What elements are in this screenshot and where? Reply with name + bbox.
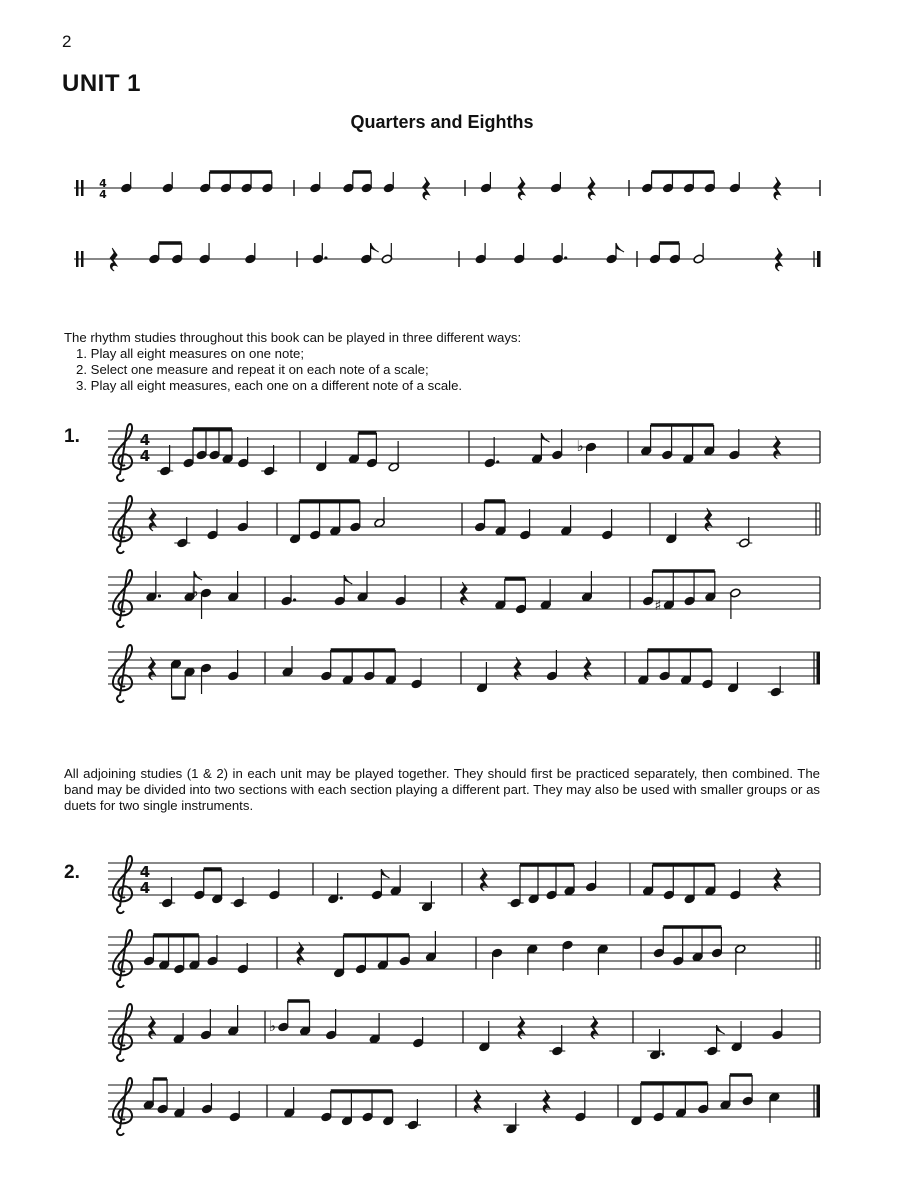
eighth-flag — [371, 243, 379, 252]
eighth-flag — [194, 571, 202, 580]
intro-item: 3. Play all eight measures, each one on a different note of a scale. — [76, 378, 463, 393]
eighth-flag — [381, 869, 389, 878]
final-barline — [817, 1085, 821, 1117]
intro-item: 1. Play all eight measures on one note; — [76, 346, 304, 361]
exercise-number-1: 1. — [64, 426, 80, 447]
eighth-flag — [717, 1025, 725, 1034]
unit-title: UNIT 1 — [62, 70, 142, 97]
treble-clef — [113, 1004, 132, 1061]
final-barline — [817, 652, 821, 684]
flat-accidental: ♭ — [268, 1017, 276, 1035]
percussion-clef — [81, 180, 84, 196]
percussion-clef — [81, 251, 84, 267]
augmentation-dot — [340, 896, 343, 899]
treble-clef — [113, 424, 132, 481]
treble-clef — [113, 570, 132, 627]
final-barline — [817, 251, 821, 267]
eighth-flag — [344, 575, 352, 584]
intro-item: 2. Select one measure and repeat it on each note of a scale; — [76, 362, 429, 377]
treble-clef — [113, 856, 132, 913]
augmentation-dot — [496, 460, 499, 463]
percussion-clef — [76, 251, 79, 267]
percussion-clef — [76, 180, 79, 196]
page-number: 2 — [62, 32, 72, 51]
augmentation-dot — [564, 256, 567, 259]
augmentation-dot — [662, 1052, 665, 1055]
time-signature-bottom: 4 — [139, 879, 151, 897]
time-signature-bottom: 4 — [139, 447, 151, 465]
treble-clef — [113, 645, 132, 702]
time-signature-top: 4 — [99, 177, 107, 190]
treble-clef — [113, 1078, 132, 1135]
sharp-accidental: ♯ — [654, 598, 662, 614]
eighth-flag — [541, 433, 549, 442]
augmentation-dot — [293, 598, 296, 601]
time-signature-top: 4 — [139, 431, 151, 449]
exercise-number-2: 2. — [64, 862, 80, 883]
flat-accidental: ♭ — [576, 437, 584, 455]
treble-clef — [113, 496, 132, 553]
intro-lead: The rhythm studies throughout this book can be played in three different ways: — [64, 330, 522, 345]
augmentation-dot — [324, 256, 327, 259]
adjoining-studies-paragraph: All adjoining studies (1 & 2) in each unit may be played together. They should first be practiced separately, then combined. The band may be divided into two sections with each section playing a different part. They may also be used with smaller groups or as duets for two single instruments. — [64, 766, 820, 813]
time-signature-top: 4 — [139, 863, 151, 881]
section-title: Quarters and Eighths — [350, 112, 534, 132]
treble-clef — [113, 930, 132, 987]
eighth-flag — [616, 243, 624, 252]
time-signature-bottom: 4 — [99, 188, 107, 201]
augmentation-dot — [158, 594, 161, 597]
flat-accidental: ♭ — [191, 583, 199, 601]
